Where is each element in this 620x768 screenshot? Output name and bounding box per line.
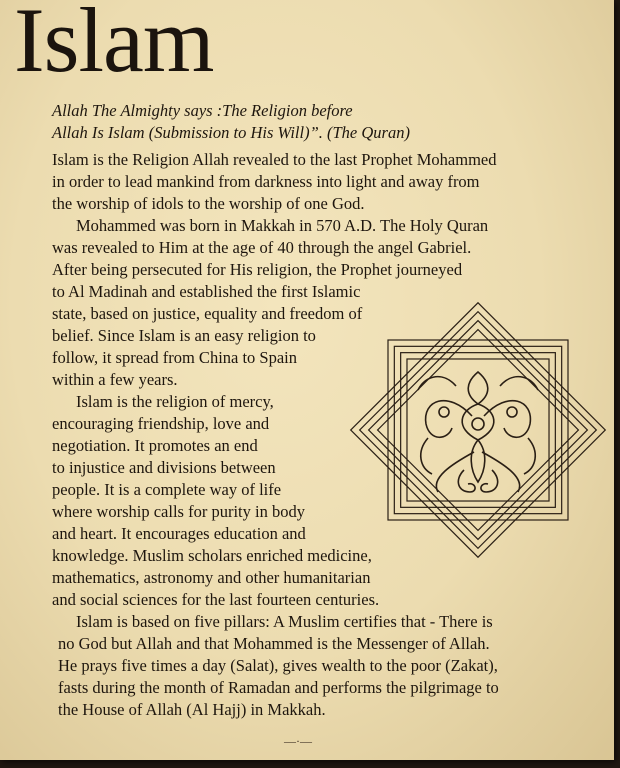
floral-arabesque-icon <box>418 372 538 492</box>
body-line: Islam is based on five pillars: A Muslim certifies that - There is <box>76 612 493 631</box>
body-line: Islam is the religion of mercy, <box>76 392 274 411</box>
body-line: where worship calls for purity in body <box>52 502 305 521</box>
body-line: He prays five times a day (Salat), gives wealth to the poor (Zakat), <box>58 656 498 675</box>
body-line: the House of Allah (Al Hajj) in Makkah. <box>58 700 326 719</box>
body-line: mathematics, astronomy and other humanitarian <box>52 568 371 587</box>
body-line: people. It is a complete way of life <box>52 480 282 499</box>
body-line: within a few years. <box>52 370 178 389</box>
body-line: After being persecuted for His religion, the Prophet journeyed <box>52 260 463 279</box>
page-title: Islam <box>14 0 214 91</box>
body-line: to Al Madinah and established the first Islamic <box>52 282 361 301</box>
body-line: knowledge. Muslim scholars enriched medicine, <box>52 546 372 565</box>
body-line: and social sciences for the last fourteen centuries. <box>52 590 380 609</box>
body-line: no God but Allah and that Mohammed is the Messenger of Allah. <box>58 634 490 653</box>
body-line: negotiation. It promotes an end <box>52 436 258 455</box>
body-line: fasts during the month of Ramadan and performs the pilgrimage to <box>58 678 499 697</box>
body-line: the worship of idols to the worship of one God. <box>52 194 365 213</box>
body-line: in order to lead mankind from darkness into light and away from <box>52 172 480 191</box>
quote-line: Allah Is Islam (Submission to His Will)”. (The Quran) <box>52 123 410 142</box>
body-line: follow, it spread from China to Spain <box>52 348 298 367</box>
footer-mark: —·— <box>284 734 312 748</box>
quran-quote <box>52 100 410 144</box>
body-line: was revealed to Him at the age of 40 through the angel Gabriel. <box>52 238 472 257</box>
body-line: state, based on justice, equality and freedom of <box>52 304 363 323</box>
body-line: Mohammed was born in Makkah in 570 A.D. The Holy Quran <box>76 216 489 235</box>
eight-point-star-ornament <box>346 298 610 562</box>
body-line: belief. Since Islam is an easy religion to <box>52 326 316 345</box>
body-line: Islam is the Religion Allah revealed to the last Prophet Mohammed <box>52 150 497 169</box>
body-line: to injustice and divisions between <box>52 458 276 477</box>
body-line: encouraging friendship, love and <box>52 414 270 433</box>
quote-line: Allah The Almighty says :The Religion before <box>52 101 353 120</box>
body-line: and heart. It encourages education and <box>52 524 306 543</box>
